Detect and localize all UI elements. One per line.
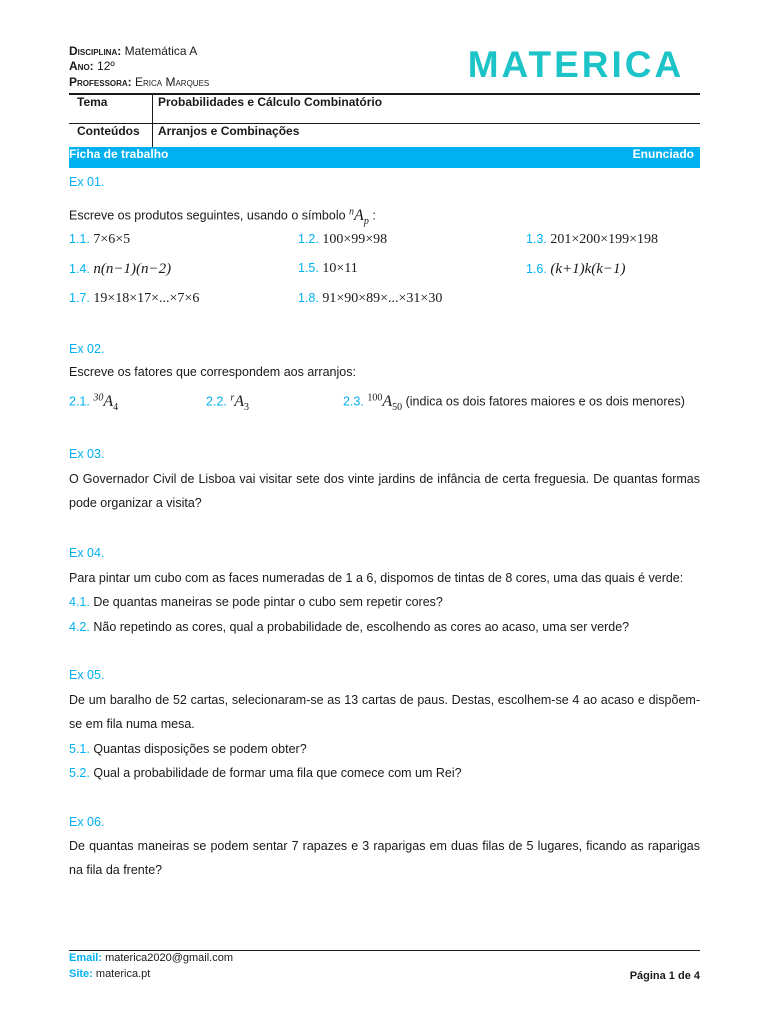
- ex01-item: 1.5. 10×11: [298, 261, 358, 276]
- ex01-item: 1.2. 100×99×98: [298, 232, 388, 247]
- ex01-item: 1.3. 201×200×199×198: [526, 232, 659, 247]
- ex05-item: 5.1. Quantas disposições se podem obter?: [69, 742, 307, 756]
- footer-email: [69, 952, 233, 964]
- ex05-text: De um baralho de 52 cartas, selecionaram-se as 13 cartas de paus. Destas, escolhem-se 4 ao acaso e dispõem-se em fila numa mesa.: [69, 693, 700, 731]
- ex04-title: Ex 04.: [69, 546, 105, 560]
- ex02-intro: Escreve os fatores que correspondem aos arranjos:: [69, 365, 356, 379]
- tema-value: Probabilidades e Cálculo Combinatório: [153, 94, 701, 124]
- ex06-title: Ex 06.: [69, 815, 105, 829]
- ex01-item: 1.4. n(n−1)(n−2): [69, 261, 172, 277]
- materica-logo: MATERICA: [467, 44, 685, 85]
- ano-label: Ano:: [69, 59, 94, 73]
- ex01-symbol-tail: :: [372, 208, 376, 223]
- ex01-title: Ex 01.: [69, 175, 105, 189]
- ex01-item: 1.7. 19×18×17×...×7×6: [69, 291, 200, 306]
- ex01-item: 1.1. 7×6×5: [69, 232, 131, 247]
- ex04-item: 4.1. De quantas maneiras se pode pintar o cubo sem repetir cores?: [69, 595, 443, 609]
- ex05-item: 5.2. Qual a probabilidade de formar uma fila que comece com um Rei?: [69, 766, 462, 780]
- ex02-item: 2.3. $^{100}A_{50}$ (indica os dois fatores maiores e os dois menores): [343, 392, 685, 413]
- ano-value: 12º: [97, 59, 115, 73]
- conteudos-value: Arranjos e Combinações: [153, 124, 701, 154]
- ex06-text: De quantas maneiras se podem sentar 7 rapazes e 3 raparigas em duas filas de 5 lugares, ficando as raparigas na fila da frente?: [69, 839, 700, 877]
- footer-divider: [69, 950, 700, 951]
- ex02-item: 2.1. $^{30}A_4$: [69, 392, 119, 413]
- ex01-item: 1.6. (k+1)k(k−1): [526, 261, 626, 277]
- banner-left: Ficha de trabalho: [69, 147, 169, 161]
- ex01-item: 1.8. 91×90×89×...×31×30: [298, 291, 443, 306]
- disciplina-line: [69, 44, 197, 59]
- conteudos-label: Conteúdos: [69, 124, 153, 154]
- footer-site: [69, 968, 150, 980]
- ex02-item: 2.2. $^rA_3$: [206, 392, 250, 413]
- banner-right: Enunciado: [632, 147, 694, 161]
- ex01-intro: [69, 200, 700, 233]
- email-label: Email:: [69, 952, 103, 964]
- ex05-title: Ex 05.: [69, 668, 105, 682]
- ex03-title: Ex 03.: [69, 447, 105, 461]
- professora-label: Professora:: [69, 75, 132, 89]
- disciplina-value: Matemática A: [124, 44, 198, 58]
- tema-label: Tema: [69, 94, 153, 124]
- ano-line: [69, 59, 115, 74]
- ex04-text: Para pintar um cubo com as faces numeradas de 1 a 6, dispomos de tintas de 8 cores, uma das quais é verde:: [69, 571, 684, 585]
- disciplina-label: Disciplina:: [69, 44, 122, 58]
- professora-value: Erica Marques: [135, 75, 210, 89]
- page-number: Página 1 de 4: [629, 970, 700, 982]
- ex04-item: 4.2. Não repetindo as cores, qual a probabilidade de, escolhendo as cores ao acaso, uma ser verde?: [69, 620, 630, 634]
- worksheet-banner: [69, 147, 700, 168]
- site-label: Site:: [69, 968, 93, 980]
- ex01-symbol: $^nA_p$: [349, 206, 369, 227]
- info-table: [69, 93, 700, 154]
- professora-line: [69, 75, 209, 90]
- site-value[interactable]: materica.pt: [95, 968, 151, 980]
- ex02-title: Ex 02.: [69, 342, 105, 356]
- ex01-intro-text: Escreve os produtos seguintes, usando o símbolo: [69, 208, 346, 223]
- email-value[interactable]: materica2020@gmail.com: [105, 952, 234, 964]
- ex03-text: O Governador Civil de Lisboa vai visitar sete dos vinte jardins de infância de certa freguesia. De quantas formas pode organizar a visita?: [69, 472, 700, 510]
